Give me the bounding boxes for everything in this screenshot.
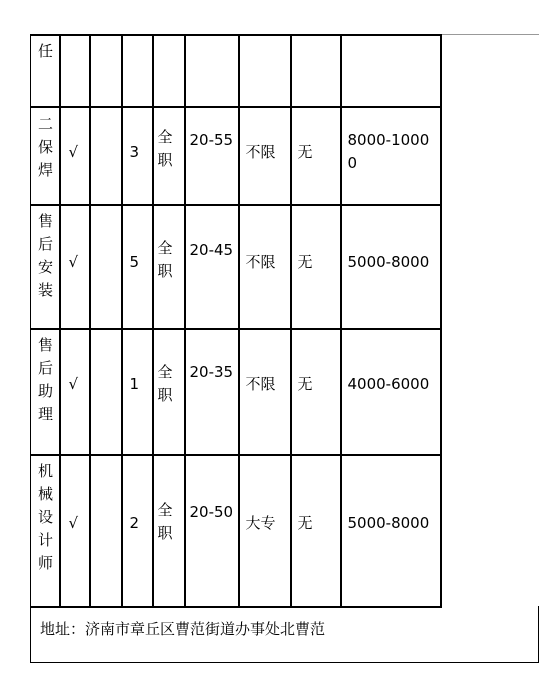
age-range: 20-35 [189,363,234,381]
check-mark: √ [68,253,79,271]
table-row [31,107,441,205]
check-mark: √ [68,143,79,161]
experience: 无 [297,375,313,393]
age-range: 20-55 [189,131,234,149]
experience: 无 [297,514,313,532]
salary: 5000-8000 [347,253,430,271]
job-title: 售后安装 [38,212,54,299]
salary: 5000-8000 [347,514,430,532]
experience: 无 [297,143,313,161]
salary: 8000-10000 [347,131,430,172]
job-title: 二保焊 [38,115,54,179]
address-box [30,606,539,663]
check-mark: √ [68,514,79,532]
job-title: 机械设计师 [38,462,54,572]
table-top-border-extension [439,34,539,606]
experience: 无 [297,253,313,271]
employment-type: 全职 [157,363,173,404]
employment-type: 全职 [157,128,173,169]
headcount: 1 [129,375,140,393]
job-table [30,34,442,608]
address-text: 地址：济南市章丘区曹范街道办事处北曹范 [40,620,326,638]
age-range: 20-50 [189,503,234,521]
job-title: 任 [38,42,54,60]
job-title: 售后助理 [38,336,54,423]
table-row [31,205,441,329]
education: 不限 [245,375,276,393]
education: 不限 [245,253,276,271]
employment-type: 全职 [157,501,173,542]
table-row [31,35,441,107]
age-range: 20-45 [189,241,234,259]
headcount: 2 [129,514,140,532]
table-row [31,329,441,455]
salary: 4000-6000 [347,375,430,393]
headcount: 3 [129,143,140,161]
employment-type: 全职 [157,239,173,280]
education: 大专 [245,514,276,532]
education: 不限 [245,143,276,161]
headcount: 5 [129,253,140,271]
check-mark: √ [68,375,79,393]
table-row [31,455,441,607]
